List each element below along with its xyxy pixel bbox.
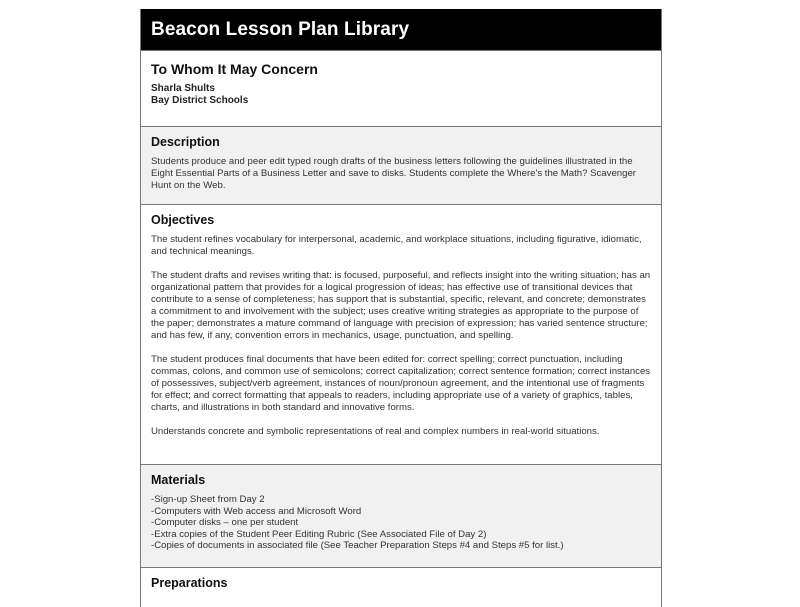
lesson-header [141,50,661,126]
objective-text: The student refines vocabulary for interpersonal, academic, and workplace situations, including figurative, idiomatic, and technical meanings. [151,234,642,257]
objectives-section [141,204,661,464]
lesson-plan-page [140,9,662,607]
material-item: -Computer disks – one per student [151,517,299,528]
preparations-section [141,567,661,607]
objective-text: The student drafts and revises writing that: is focused, purposeful, and reflects insight into the writing situation; has an organizational pattern that provides for a logical progression of ideas; has effective use of transitional devices that contribute to a sense of completeness; has support that is substantial, specific, relevant, and concrete; demonstrates a commitment to and involvement with the subject; uses creative writing strategies as appropriate to the purpose of the paper; demonstrates a mature command of language with precision of expression; has varied sentence structure; and has few, if any, convention errors in mechanics, usage, punctuation, and spelling. [151,270,651,341]
objective-text: Understands concrete and symbolic representations of real and complex numbers in real-world situations. [151,426,600,437]
site-banner [141,9,661,50]
section-heading: Materials [151,473,206,487]
materials-section [141,464,661,567]
section-heading: Description [151,135,220,149]
section-heading: Objectives [151,213,215,227]
material-item: -Computers with Web access and Microsoft Word [151,505,362,517]
school-district: Bay District Schools [151,95,249,106]
material-item: -Sign-up Sheet from Day 2 [151,494,265,505]
lesson-title: To Whom It May Concern [151,61,318,77]
description-text: Students produce and peer edit typed rough drafts of the business letters following the guidelines illustrated in the Eight Essential Parts of a Business Letter and save to disks. Students complete the Where's the Math? Scavenger Hunt on the Web. [151,156,636,191]
material-item: -Copies of documents in associated file (See Teacher Preparation Steps #4 and Steps #5 for list.) [151,540,564,551]
section-heading: Preparations [151,576,228,590]
description-section [141,126,661,204]
site-title: Beacon Lesson Plan Library [151,18,410,40]
author-name: Sharla Shults [151,83,215,94]
objective-text: The student produces final documents that have been edited for: correct spelling; correct punctuation, including commas, colons, and common use of semicolons; correct capitalization; correct sentence formation; correct instances of possessives, subject/verb agreement, instances of noun/pronoun agreement, and the intentional use of fragments for effect; and correct formatting that appeals to readers, including appropriate use of a variety of graphics, tables, charts, and illustrations in both standard and innovative forms. [151,354,651,413]
material-item: -Extra copies of the Student Peer Editing Rubric (See Associated File of Day 2) [151,528,487,540]
